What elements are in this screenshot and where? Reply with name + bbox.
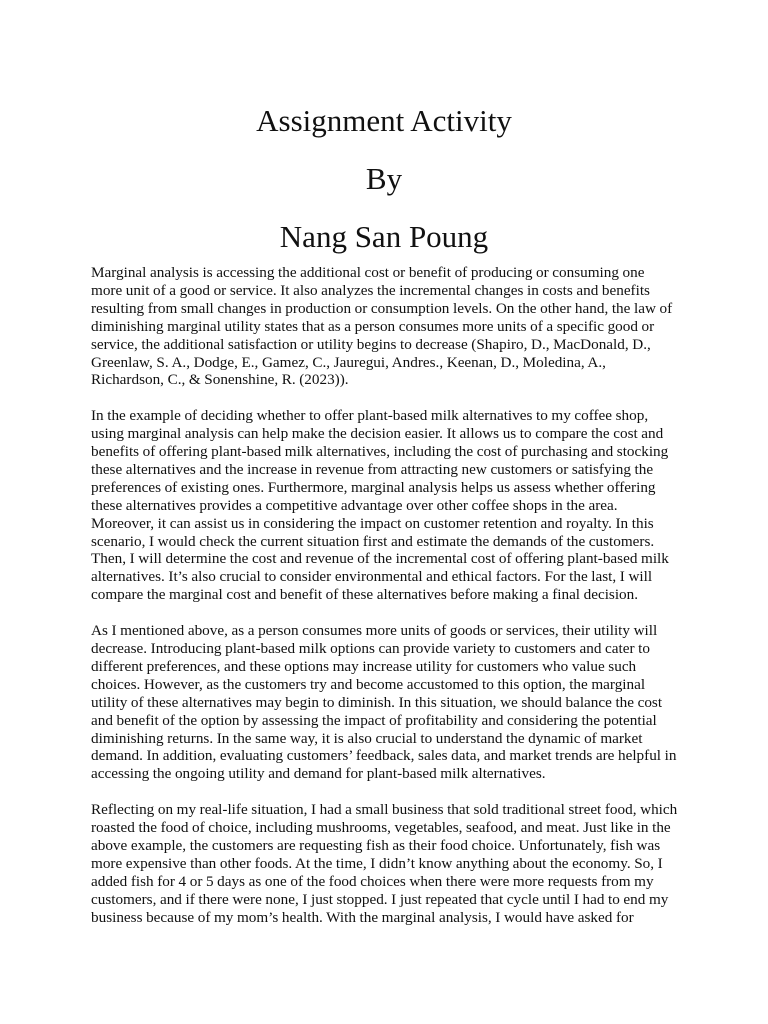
- body-text: [91, 264, 679, 944]
- assignment-title: Assignment Activity: [256, 103, 512, 138]
- byline-label: By: [365, 161, 403, 196]
- title-block: [0, 92, 768, 266]
- author-name: Nang San Poung: [279, 219, 489, 254]
- paragraph-coffee-shop-example: In the example of deciding whether to offer plant-based milk alternatives to my coffee shop, using marginal analysis can help make the decision easier. It allows us to compare the cost and benefits of offering plant-based milk alternatives, including the cost of purchasing and stocking these alternatives and the increase in revenue from attracting new customers or satisfying the preferences of existing ones. Furthermore, marginal analysis helps us assess whether offering these alternatives provides a competitive advantage over other coffee shops in the area. Moreover, it can assist us in considering the impact on customer retention and royalty. In this scenario, I would check the current situation first and estimate the demands of the customers. Then, I will determine the cost and revenue of the incremental cost of offering plant-based milk alternatives. It’s also crucial to consider environmental and ethical factors. For the last, I will compare the marginal cost and benefit of these alternatives before making a final decision.: [91, 407, 669, 604]
- paragraph-diminishing-utility: As I mentioned above, as a person consumes more units of goods or services, their utility will decrease. Introducing plant-based milk options can provide variety to customers and cater to different preferences, and these options may increase utility for customers who value such choices. However, as the customers try and become accustomed to this option, the marginal utility of these alternatives may begin to diminish. In this situation, we should balance the cost and benefit of the option by assessing the impact of profitability and considering the potential diminishing returns. In the same way, it is also crucial to understand the dynamic of market demand. In addition, evaluating customers’ feedback, sales data, and market trends are helpful in accessing the ongoing utility and demand for plant-based milk alternatives.: [91, 622, 677, 783]
- paragraph-real-life-reflection: Reflecting on my real-life situation, I had a small business that sold traditional street food, which roasted the food of choice, including mushrooms, vegetables, seafood, and meat. Just like in the above example, the customers are requesting fish as their food choice. Unfortunately, fish was more expensive than other foods. At the time, I didn’t know anything about the economy. So, I added fish for 4 or 5 days as one of the food choices when there were more requests from my customers, and if there were none, I just stopped. I just repeated that cycle until I had to end my business because of my mom’s health. With the marginal analysis, I would have asked for: [91, 801, 678, 926]
- paragraph-marginal-analysis: Marginal analysis is accessing the additional cost or benefit of producing or consuming one more unit of a good or service. It also analyzes the incremental changes in costs and benefits resulting from small changes in production or consumption levels. On the other hand, the law of diminishing marginal utility states that as a person consumes more units of a specific good or service, the additional satisfaction or utility begins to decrease (Shapiro, D., MacDonald, D., Greenlaw, S. A., Dodge, E., Gamez, C., Jauregui, Andres., Keenan, D., Moledina, A., Richardson, C., & Sonenshine, R. (2023)).: [91, 264, 673, 389]
